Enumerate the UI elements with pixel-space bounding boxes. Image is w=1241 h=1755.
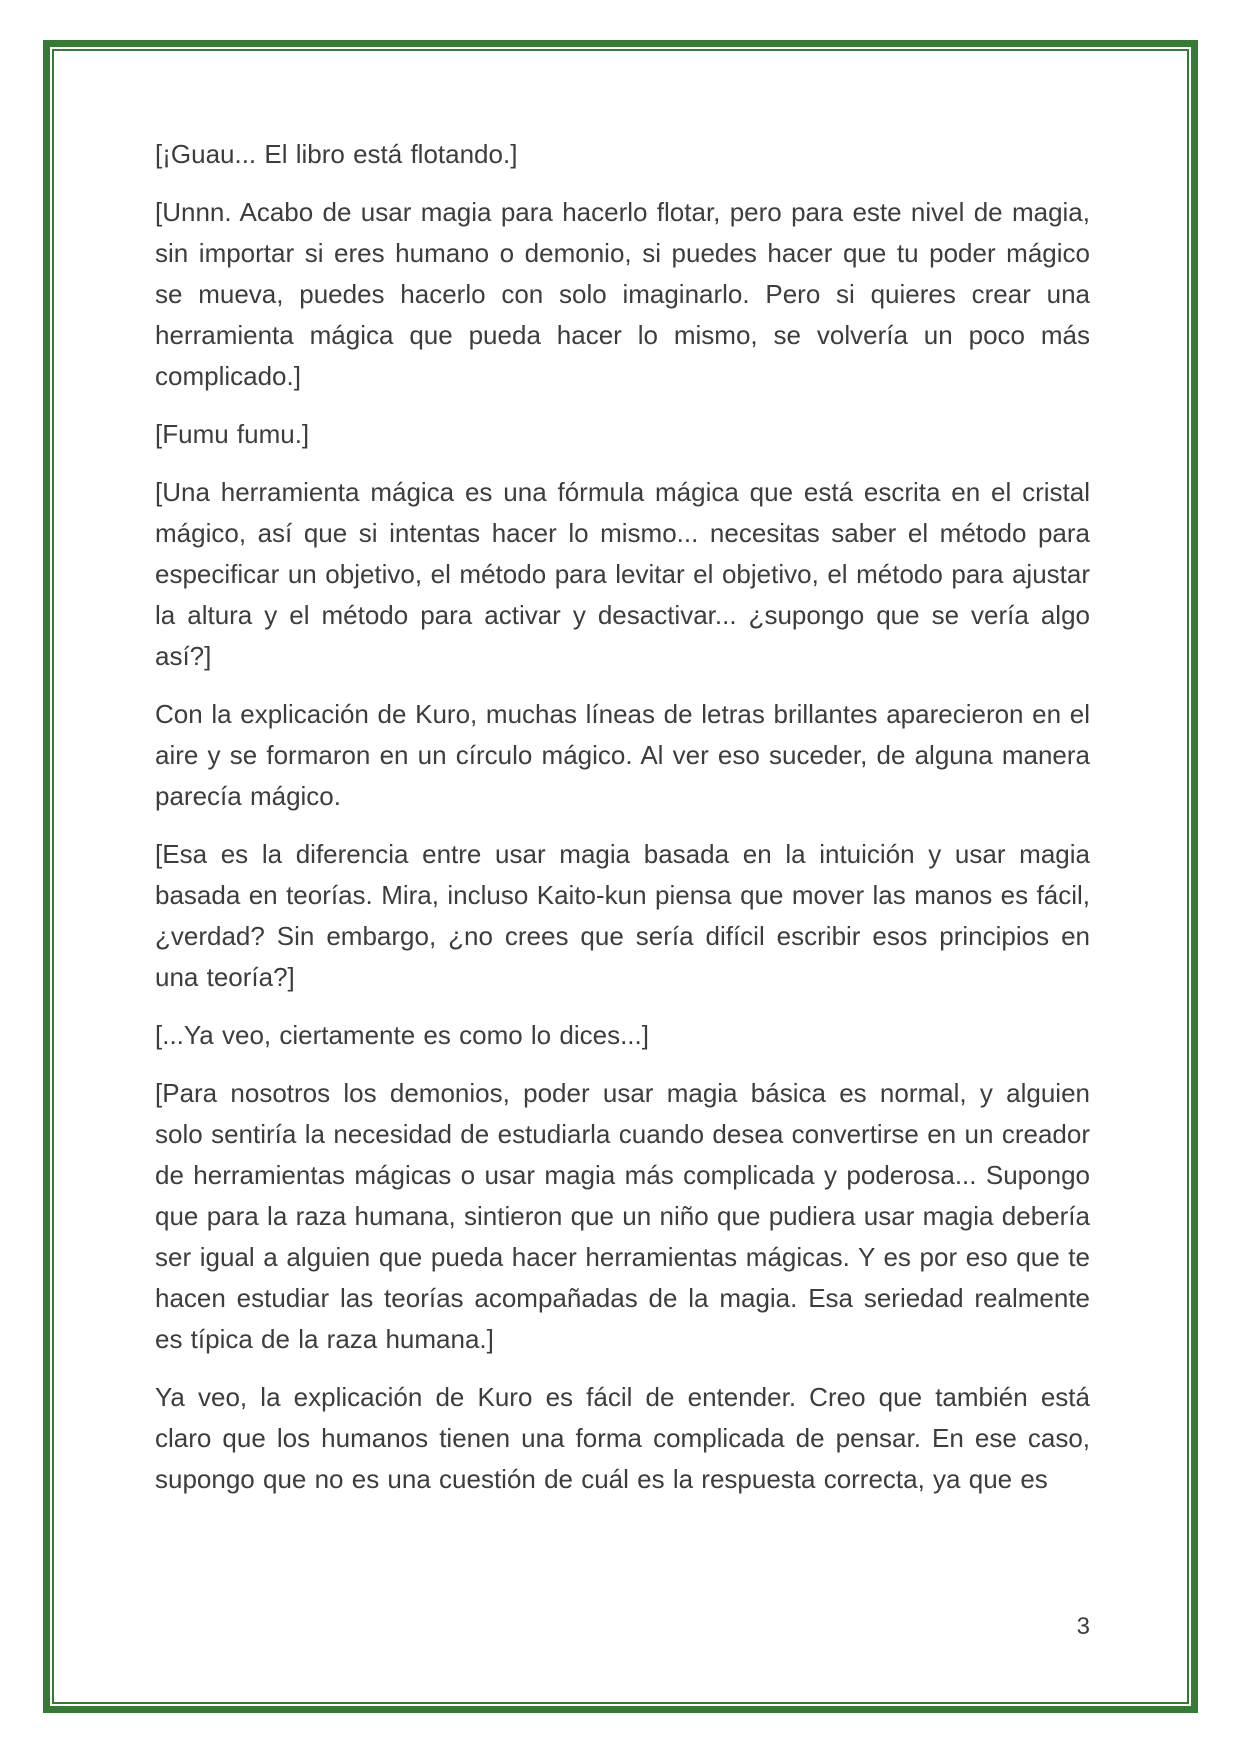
paragraph: [Fumu fumu.] bbox=[155, 419, 310, 449]
page-number: 3 bbox=[1076, 1613, 1090, 1640]
paragraph: [...Ya veo, ciertamente es como lo dices...] bbox=[155, 1020, 649, 1050]
paragraph: Ya veo, la explicación de Kuro es fácil de entender. Creo que también está claro que los humanos tienen una forma complicada de pensar. En ese caso, supongo que no es una cuestión de cuál es la respuesta correcta, ya que es bbox=[155, 1382, 1090, 1494]
paragraph: [Una herramienta mágica es una fórmula mágica que está escrita en el cristal mágico, así que si intentas hacer lo mismo... necesitas saber el método para especificar un objetivo, el método para levitar el objetivo, el método para ajustar la altura y el método para activar y desactivar... ¿supongo que se vería algo así?] bbox=[155, 477, 1090, 671]
paragraph: Con la explicación de Kuro, muchas líneas de letras brillantes aparecieron en el aire y se formaron en un círculo mágico. Al ver eso suceder, de alguna manera parecía mágico. bbox=[155, 699, 1090, 811]
page-body-text bbox=[155, 134, 1090, 1517]
paragraph: [Unnn. Acabo de usar magia para hacerlo flotar, pero para este nivel de magia, sin importar si eres humano o demonio, si puedes hacer que tu poder mágico se mueva, puedes hacerlo con solo imaginarlo. Pero si quieres crear una herramienta mágica que pueda hacer lo mismo, se volvería un poco más complicado.] bbox=[155, 197, 1090, 391]
paragraph: [Para nosotros los demonios, poder usar magia básica es normal, y alguien solo sentiría la necesidad de estudiarla cuando desea convertirse en un creador de herramientas mágicas o usar magia más complicada y poderosa... Supongo que para la raza humana, sintieron que un niño que pudiera usar magia debería ser igual a alguien que pueda hacer herramientas mágicas. Y es por eso que te hacen estudiar las teorías acompañadas de la magia. Esa seriedad realmente es típica de la raza humana.] bbox=[155, 1078, 1090, 1354]
paragraph: [¡Guau... El libro está flotando.] bbox=[155, 139, 518, 169]
paragraph: [Esa es la diferencia entre usar magia basada en la intuición y usar magia basada en teorías. Mira, incluso Kaito-kun piensa que mover las manos es fácil, ¿verdad? Sin embargo, ¿no crees que sería difícil escribir esos principios en una teoría?] bbox=[155, 839, 1090, 992]
